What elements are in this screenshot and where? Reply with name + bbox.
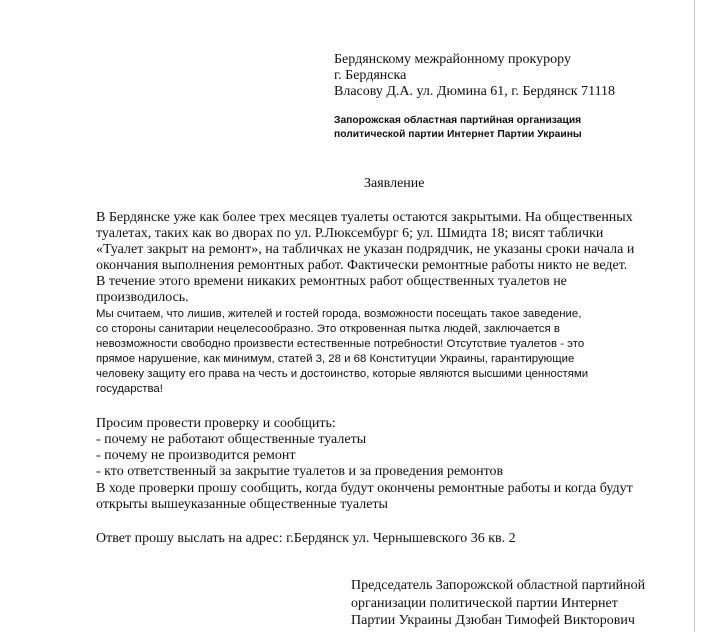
document-title: Заявление bbox=[364, 176, 425, 191]
text-line: окончания выполнения ремонтных работ. Фактически ремонтные работы никто не ведет. bbox=[96, 258, 628, 273]
text-line: государства! bbox=[96, 383, 163, 395]
text-line: со стороны санитарии нецелесообразно. Это откровенная пытка людей, заключается в bbox=[96, 323, 560, 335]
text-line: «Туалет закрыт на ремонт», на табличках не указан подрядчик, не указаны сроки начала и bbox=[96, 242, 635, 257]
text-line: туалетах, таких как во дворах по ул. Р.Люксембург 6; ул. Шмидта 18; висят таблички bbox=[96, 226, 604, 241]
text-line: В течение этого времени никаких ремонтных работ общественных туалетов не bbox=[96, 274, 567, 289]
page-edge-divider bbox=[694, 0, 695, 632]
list-item: - почему не производится ремонт bbox=[96, 448, 296, 463]
text-line: В Бердянске уже как более трех месяцев туалеты остаются закрытыми. На общественных bbox=[96, 210, 633, 225]
signature-line: организации политической партии Интернет bbox=[351, 596, 618, 611]
text-line: Просим провести проверку и сообщить: bbox=[96, 416, 336, 431]
text-line: прямое нарушение, как минимум, статей 3, 28 и 68 Конституции Украины, гарантирующие bbox=[96, 353, 575, 365]
text-line: В ходе проверки прошу сообщить, когда будут окончены ремонтные работы и когда будут bbox=[96, 481, 633, 496]
sender-org-line: Запорожская областная партийная организация bbox=[334, 115, 582, 126]
text-line: Мы считаем, что лишив, жителей и гостей города, возможности посещать такое заведение, bbox=[96, 308, 582, 320]
reply-address: Ответ прошу выслать на адрес: г.Бердянск ул. Чернышевского 36 кв. 2 bbox=[96, 531, 516, 546]
sender-org-line: политической партии Интернет Партии Украины bbox=[334, 129, 582, 140]
text-line: человеку защиту его права на честь и достоинство, которые являются высшими ценностями bbox=[96, 368, 589, 380]
list-item: - кто ответственный за закрытие туалетов и за проведения ремонтов bbox=[96, 464, 504, 479]
text-line: невозможности свободно произвести естественные потребности! Отсутствие туалетов - это bbox=[96, 338, 585, 350]
signature-line: Председатель Запорожской областной партийной bbox=[351, 578, 646, 593]
list-item: - почему не работают общественные туалеты bbox=[96, 432, 367, 447]
text-line: открыты вышеуказанные общественные туалеты bbox=[96, 497, 388, 512]
recipient-line: Власову Д.А. ул. Дюмина 61, г. Бердянск 71118 bbox=[334, 84, 616, 99]
recipient-line: Бердянскому межрайонному прокурору bbox=[334, 52, 571, 67]
text-line: производилось. bbox=[96, 290, 189, 305]
recipient-line: г. Бердянска bbox=[334, 68, 407, 83]
signature-line: Партии Украины Дзюбан Тимофей Викторович bbox=[351, 613, 635, 628]
